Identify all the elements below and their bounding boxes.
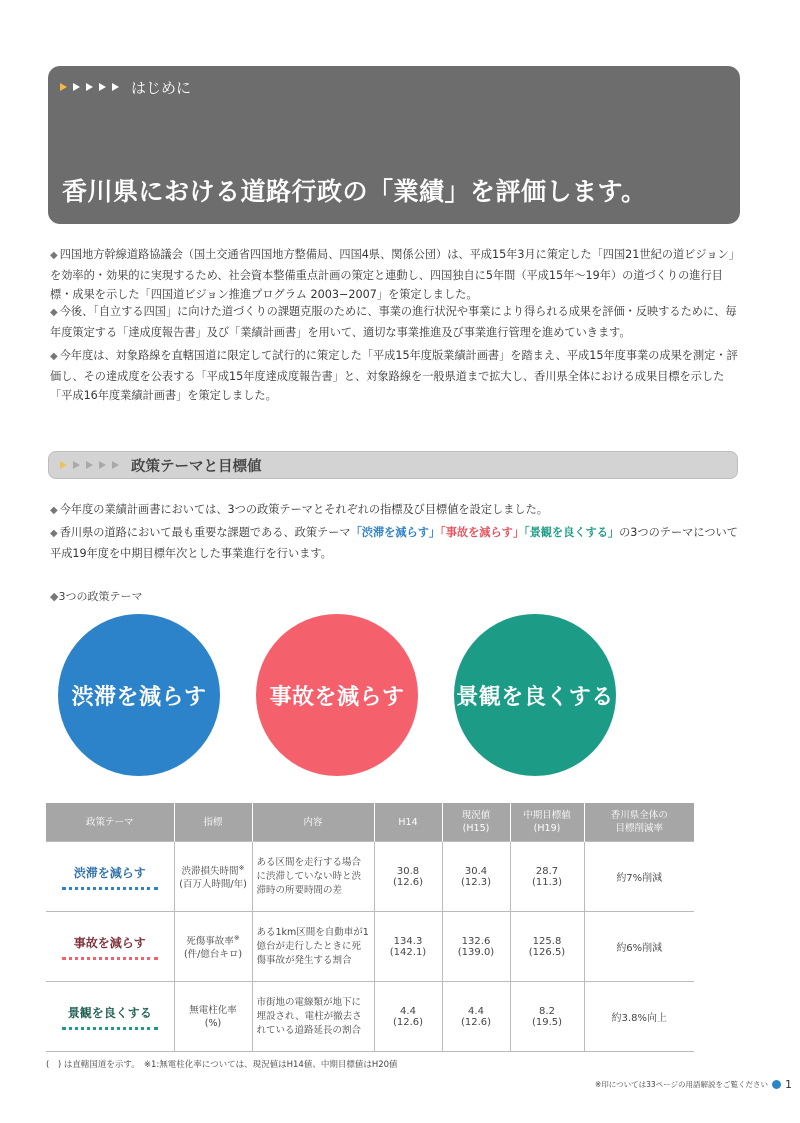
content-cell: 市街地の電線類が地下に埋設され、電柱が撤去されている道路延長の割合 bbox=[252, 982, 374, 1052]
bullet-diamond-icon: ◆ bbox=[50, 351, 58, 362]
h15-cell: 30.4 (12.3) bbox=[442, 842, 510, 912]
header-h14: H14 bbox=[374, 803, 442, 842]
arrow-icon bbox=[73, 83, 80, 91]
indicator-cell: 死傷事故率※ (件/億台キロ) bbox=[174, 912, 252, 982]
page-number: 1 bbox=[785, 1078, 793, 1091]
theme-circle-scenery: 景観を良くする bbox=[454, 614, 616, 776]
indicator-cell: 渋滞損失時間※ (百万人時間/年) bbox=[174, 842, 252, 912]
section-heading: 政策テーマと目標値 bbox=[131, 458, 262, 475]
intro-heading: はじめに bbox=[131, 78, 192, 97]
arrow-icon bbox=[60, 461, 67, 469]
h14-cell: 4.4 (12.6) bbox=[374, 982, 442, 1052]
h15-cell: 4.4 (12.6) bbox=[442, 982, 510, 1052]
h19-cell: 8.2 (19.5) bbox=[510, 982, 584, 1052]
h19-cell: 28.7 (11.3) bbox=[510, 842, 584, 912]
header-h19: 中期目標値 (H19) bbox=[510, 803, 584, 842]
table-row bbox=[46, 842, 694, 912]
header-theme: 政策テーマ bbox=[46, 803, 174, 842]
bullet-diamond-icon: ◆ bbox=[50, 307, 58, 318]
table-row bbox=[46, 912, 694, 982]
themes-label: ◆3つの政策テーマ bbox=[50, 590, 143, 603]
header-rate: 香川県全体の 目標削減率 bbox=[584, 803, 694, 842]
h14-cell: 30.8 (12.6) bbox=[374, 842, 442, 912]
theme-cell: 事故を減らす bbox=[46, 912, 174, 982]
rate-cell: 約3.8%向上 bbox=[584, 982, 694, 1052]
theme-text-scenery: 「景観を良くする」 bbox=[524, 526, 620, 539]
header-indicator: 指標 bbox=[174, 803, 252, 842]
content-cell: ある1km区間を自動車が1億台が走行したときに死傷事故が発生する割合 bbox=[252, 912, 374, 982]
target-table bbox=[46, 803, 694, 1052]
section-paragraph-1: ◆ 今年度の業績計画書においては、3つの政策テーマとそれぞれの指標及び目標値を設定しました。 bbox=[50, 503, 548, 516]
theme-text-accident: 「事故を減らす」 bbox=[440, 526, 525, 539]
arrow-icon bbox=[99, 461, 106, 469]
page-footer bbox=[595, 1078, 792, 1091]
header-content: 内容 bbox=[252, 803, 374, 842]
arrow-icon bbox=[112, 83, 119, 91]
h14-cell: 134.3 (142.1) bbox=[374, 912, 442, 982]
theme-cell: 渋滞を減らす bbox=[46, 842, 174, 912]
table-row bbox=[46, 982, 694, 1052]
table-header-row bbox=[46, 803, 694, 842]
header-h15: 現況値 (H15) bbox=[442, 803, 510, 842]
content-cell: ある区間を走行する場合に渋滞していない時と渋滞時の所要時間の差 bbox=[252, 842, 374, 912]
rate-cell: 約6%削減 bbox=[584, 912, 694, 982]
section-heading-tab bbox=[60, 452, 262, 478]
arrow-icon bbox=[73, 461, 80, 469]
intro-paragraph-3: ◆ 今年度は、対象路線を直轄国道に限定して試行的に策定した「平成15年度版業績計画書」を踏まえ、平成15年度事業の成果を測定・評価し、その達成度を公表する「平成15年度達成度報告書」と、対象路線を一般県道まで拡大し、香川県全体における成果目標を示した「平成16年度業績計画書」を策定しました。 bbox=[50, 349, 738, 402]
bullet-diamond-icon: ◆ bbox=[50, 590, 59, 603]
arrow-icon bbox=[86, 461, 93, 469]
theme-circle-accident: 事故を減らす bbox=[256, 614, 418, 776]
intro-paragraph-2: ◆ 今後、「自立する四国」に向けた道づくりの課題克服のために、事業の進行状況や事業により得られる成果を評価・反映するために、毎年度策定する「達成度報告書」及び「業績計画書」を用いて、適切な事業推進及び事業進行管理を進めていきます。 bbox=[50, 305, 737, 339]
page-title: 香川県における道路行政の「業績」を評価します。 bbox=[62, 177, 647, 206]
intro-heading-tab bbox=[60, 74, 191, 100]
dotted-underline bbox=[62, 887, 158, 890]
arrow-icon bbox=[112, 461, 119, 469]
theme-cell: 景観を良くする bbox=[46, 982, 174, 1052]
rate-cell: 約7%削減 bbox=[584, 842, 694, 912]
arrow-icon bbox=[60, 83, 67, 91]
h19-cell: 125.8 (126.5) bbox=[510, 912, 584, 982]
page-dot-icon bbox=[772, 1080, 781, 1089]
indicator-cell: 無電柱化率 (%) bbox=[174, 982, 252, 1052]
bullet-diamond-icon: ◆ bbox=[50, 528, 58, 539]
h15-cell: 132.6 (139.0) bbox=[442, 912, 510, 982]
bullet-diamond-icon: ◆ bbox=[50, 250, 58, 261]
theme-circle-congestion: 渋滞を減らす bbox=[58, 614, 220, 776]
arrow-icon bbox=[86, 83, 93, 91]
arrow-icon bbox=[99, 83, 106, 91]
intro-paragraph-1: ◆ 四国地方幹線道路協議会（国土交通省四国地方整備局、四国4県、関係公団）は、平成15年3月に策定した「四国21世紀の道ビジョン」を効率的・効果的に実現するため、社会資本整備重点計画の策定と連動し、四国独自に5年間（平成15年〜19年）の道づくりの進行目標・成果を示した「四国道ビジョン推進プログラム 2003−2007」を策定しました。 bbox=[50, 248, 740, 301]
dotted-underline bbox=[62, 1027, 158, 1030]
section-paragraph-2: ◆ 香川県の道路において最も重要な課題である、政策テーマ「渋滞を減らす」「事故を減らす」「景観を良くする」の3つのテーマについて平成19年度を中期目標年次とした事業進行を行います。 bbox=[50, 526, 738, 560]
glossary-note: ※印については33ページの用語解説をご覧ください bbox=[595, 1080, 769, 1089]
dotted-underline bbox=[62, 957, 158, 960]
table-footnote: ( ) は直轄国道を示す。 ※1:無電柱化率については、現況値はH14値、中期目標値はH20値 bbox=[46, 1060, 398, 1070]
theme-text-congestion: 「渋滞を減らす」 bbox=[350, 526, 441, 539]
bullet-diamond-icon: ◆ bbox=[50, 505, 58, 516]
